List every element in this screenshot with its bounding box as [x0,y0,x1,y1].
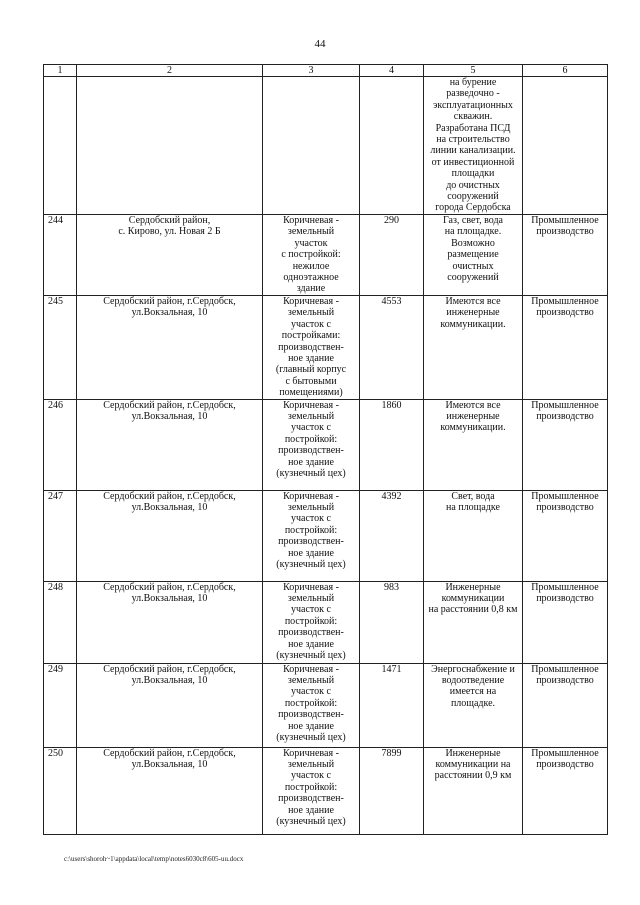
cell-empty [360,77,424,215]
row-number-text: 247 [48,490,63,502]
purpose-cell-text: Промышленное производство [531,581,599,604]
area-cell [360,399,424,490]
plot-type-cell-text: Коричневая - земельный участок с постройкой: производствен- ное здание (кузнечный цех) [276,581,346,661]
row-number [44,663,77,747]
table-row [44,490,608,581]
location-cell-text: Сердобский район, г.Сердобск, ул.Вокзальная, 10 [103,663,236,686]
table-body [44,65,608,835]
infrastructure-cell [424,295,523,399]
infrastructure-text: на бурение разведочно - эксплуатационных скважин. Разработана ПСД на строительство линии канализации. от инвестиционной площадки до очистных сооружений города Сердобска [430,77,516,214]
location-cell-text: Сердобский район, г.Сердобск, ул.Вокзальная, 10 [103,490,236,513]
row-number [44,295,77,399]
area-cell-text: 1471 [381,663,402,675]
row-number [44,214,77,295]
plot-type-cell-text: Коричневая - земельный участок с постройкой: производствен- ное здание (кузнечный цех) [276,399,346,479]
area-cell-text: 4392 [381,490,402,502]
plot-type-cell [263,490,360,581]
purpose-cell-text: Промышленное производство [531,295,599,319]
plot-type-cell [263,295,360,399]
area-cell [360,747,424,834]
location-cell-text: Сердобский район, г.Сердобск, ул.Вокзальная, 10 [103,747,236,770]
area-cell [360,214,424,295]
table-row [44,663,608,747]
row-number-text: 244 [48,214,63,226]
plot-type-cell-text: Коричневая - земельный участок с постройкой: нежилое одноэтажное здание [281,214,341,295]
location-cell [77,399,263,490]
continuation-row [44,77,608,215]
plot-type-cell [263,747,360,834]
infrastructure-cell-text: Инженерные коммуникации на расстоянии 0,9 км [434,747,512,782]
infrastructure-cell [424,747,523,834]
infrastructure-cell [424,663,523,747]
plot-type-cell [263,214,360,295]
location-cell [77,581,263,663]
infrastructure-cell-text: Свет, вода на площадке [446,490,500,513]
page-number: 44 [314,38,326,50]
plot-type-cell-text: Коричневая - земельный участок с постройкой: производствен- ное здание (кузнечный цех) [276,663,346,743]
area-cell-text: 1860 [381,399,402,411]
column-number-row [44,65,608,77]
infrastructure-cell [424,214,523,295]
purpose-cell [523,399,608,490]
plot-type-cell-text: Коричневая - земельный участок с постройкой: производствен- ное здание (кузнечный цех) [276,747,346,827]
cell-empty [523,77,608,215]
purpose-cell-text: Промышленное производство [531,214,599,238]
cell-empty [263,77,360,215]
plot-type-cell-text: Коричневая - земельный участок с постройкой: производствен- ное здание (кузнечный цех) [276,490,346,570]
purpose-cell-text: Промышленное производство [531,747,599,770]
purpose-cell-text: Промышленное производство [531,663,599,686]
area-cell [360,581,424,663]
row-number-text: 245 [48,295,63,307]
location-cell-text: Сердобский район, г.Сердобск, ул.Вокзальная, 10 [103,295,236,319]
table-row [44,399,608,490]
purpose-cell [523,214,608,295]
land-plots-table [43,64,608,835]
plot-type-cell [263,663,360,747]
area-cell [360,295,424,399]
infrastructure-cell [424,77,523,215]
location-cell-text: Сердобский район, с. Кирово, ул. Новая 2 Б [118,214,221,238]
cell-empty [44,77,77,215]
purpose-cell [523,581,608,663]
area-cell [360,490,424,581]
row-number [44,747,77,834]
area-cell-text: 983 [384,581,399,593]
area-cell [360,663,424,747]
infrastructure-cell [424,490,523,581]
column-number: 2 [77,65,263,77]
row-number-text: 249 [48,663,63,675]
column-number: 5 [424,65,523,77]
table-row [44,747,608,834]
table-row [44,214,608,295]
area-cell-text: 4553 [381,295,402,307]
purpose-cell [523,663,608,747]
table-row [44,581,608,663]
row-number [44,581,77,663]
infrastructure-cell [424,581,523,663]
column-number: 3 [263,65,360,77]
location-cell [77,295,263,399]
column-number: 6 [523,65,608,77]
infrastructure-cell-text: Газ, свет, вода на площадке. Возможно размещение очистных сооружений [443,214,503,283]
row-number-text: 246 [48,399,63,411]
row-number [44,490,77,581]
location-cell [77,663,263,747]
plot-type-cell-text: Коричневая - земельный участок с постройками: производствен- ное здание (главный корпус с бытовыми помещениями) [275,295,347,399]
location-cell-text: Сердобский район, г.Сердобск, ул.Вокзальная, 10 [103,399,236,422]
cell-empty [77,77,263,215]
infrastructure-cell [424,399,523,490]
plot-type-cell [263,399,360,490]
column-number: 1 [44,65,77,77]
purpose-cell [523,490,608,581]
table-row [44,295,608,399]
purpose-cell [523,747,608,834]
infrastructure-cell-text: Имеются все инженерные коммуникации. [440,295,506,330]
location-cell [77,747,263,834]
file-path-footer: c:\users\shoroh~1\appdata\local\temp\notes6030c8\605-uu.docx [64,855,244,863]
location-cell [77,490,263,581]
row-number [44,399,77,490]
location-cell [77,214,263,295]
purpose-cell-text: Промышленное производство [531,490,599,513]
infrastructure-cell-text: Имеются все инженерные коммуникации. [440,399,506,434]
area-cell-text: 7899 [381,747,402,759]
purpose-cell [523,295,608,399]
location-cell-text: Сердобский район, г.Сердобск, ул.Вокзальная, 10 [103,581,236,604]
infrastructure-cell-text: Инженерные коммуникации на расстоянии 0,8 км [428,581,518,616]
infrastructure-cell-text: Энергоснабжение и водоотведение имеется на площадке. [431,663,515,709]
column-number: 4 [360,65,424,77]
plot-type-cell [263,581,360,663]
purpose-cell-text: Промышленное производство [531,399,599,422]
row-number-text: 248 [48,581,63,593]
row-number-text: 250 [48,747,63,759]
area-cell-text: 290 [384,214,399,226]
